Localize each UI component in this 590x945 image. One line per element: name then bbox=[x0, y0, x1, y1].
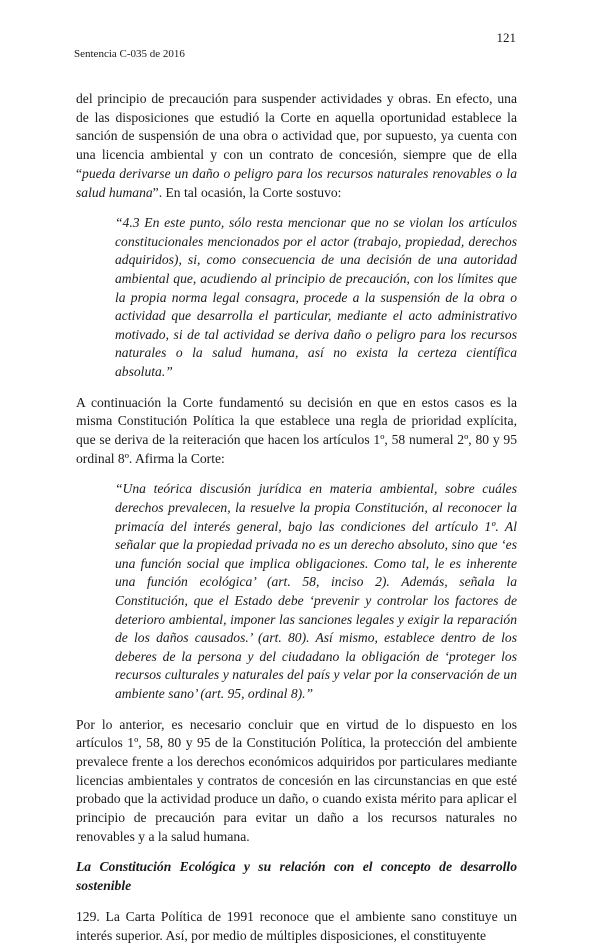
paragraph-1-text-a: del principio de precaución para suspender actividades y obras. En efecto, una de las disposiciones que estudió la Corte en aquella oportunidad establece la sanción de suspensión de una obra o actividad que, por supuesto, ya cuenta con una licencia ambiental y con un contrato de concesión, siempre que de ella “ bbox=[76, 91, 517, 181]
paragraph-2: A continuación la Corte fundamentó su decisión en que en estos casos es la misma Constitución Política la que establece una regla de prioridad explícita, que se deriva de la reiteración que hacen los artículos 1º, 58 numeral 2º, 80 y 95 ordinal 8º. Afirma la Corte: bbox=[76, 394, 517, 466]
paragraph-1 bbox=[76, 90, 517, 202]
page-content bbox=[76, 90, 517, 945]
block-quote-2: “Una teórica discusión jurídica en materia ambiental, sobre cuáles derechos prevalecen, la resuelve la propia Constitución, al reconocer la primacía del interés general, bajo las condiciones del artículo 1º. Al señalar que la propiedad privada no es un derecho absoluto, sino que ‘es una función social que implica obligaciones. Como tal, le es inherente una función ecológica’ (art. 58, inciso 2). Además, señala la Constitución, que el Estado debe ‘prevenir y controlar los factores de deterioro ambiental, imponer las sanciones legales y exigir la reparación de los daños causados.’ (art. 80). Así mismo, establece dentro de los deberes de la persona y del ciudadano la obligación de ‘proteger los recursos culturales y naturales del país y velar por la conservación de un ambiente sano’ (art. 95, ordinal 8).” bbox=[115, 481, 517, 701]
paragraph-3: Por lo anterior, es necesario concluir que en virtud de lo dispuesto en los artículos 1º, 58, 80 y 95 de la Constitución Política, la protección del ambiente prevalece frente a los derechos económicos adquiridos por particulares mediante licencias ambientales y contratos de concesión en las circunstancias en que esté probado que la actividad produce un daño, o cuando exista mérito para aplicar el principio de precaución para evitar un daño a los recursos naturales no renovables y a la salud humana. bbox=[76, 716, 517, 844]
running-header: Sentencia C-035 de 2016 bbox=[74, 48, 185, 60]
paragraph-4: 129. La Carta Política de 1991 reconoce que el ambiente sano constituye un interés superior. Así, por medio de múltiples disposiciones, el constituyente bbox=[76, 908, 517, 943]
block-quote-1: “4.3 En este punto, sólo resta mencionar que no se violan los artículos constitucionales mencionados por el actor (trabajo, propiedad, derechos adquiridos), si, como consecuencia de una decisión de una autoridad ambiental que, acudiendo al principio de precaución, con los límites que la propia norma legal consagra, procede a la suspensión de la obra o actividad que desarrolla el particular, mediante el acto administrativo motivado, si de tal actividad se deriva daño o peligro para los recursos naturales o la salud humana, así no exista la certeza científica absoluta.” bbox=[115, 215, 517, 379]
section-heading: La Constitución Ecológica y su relación con el concepto de desarrollo sostenible bbox=[76, 859, 517, 894]
page-number: 121 bbox=[496, 30, 516, 45]
paragraph-1-italic-quote: pueda derivarse un daño o peligro para los recursos naturales renovables o la salud humana bbox=[76, 165, 517, 200]
paragraph-1-text-b: ”. En tal ocasión, la Corte sostuvo: bbox=[152, 184, 342, 200]
